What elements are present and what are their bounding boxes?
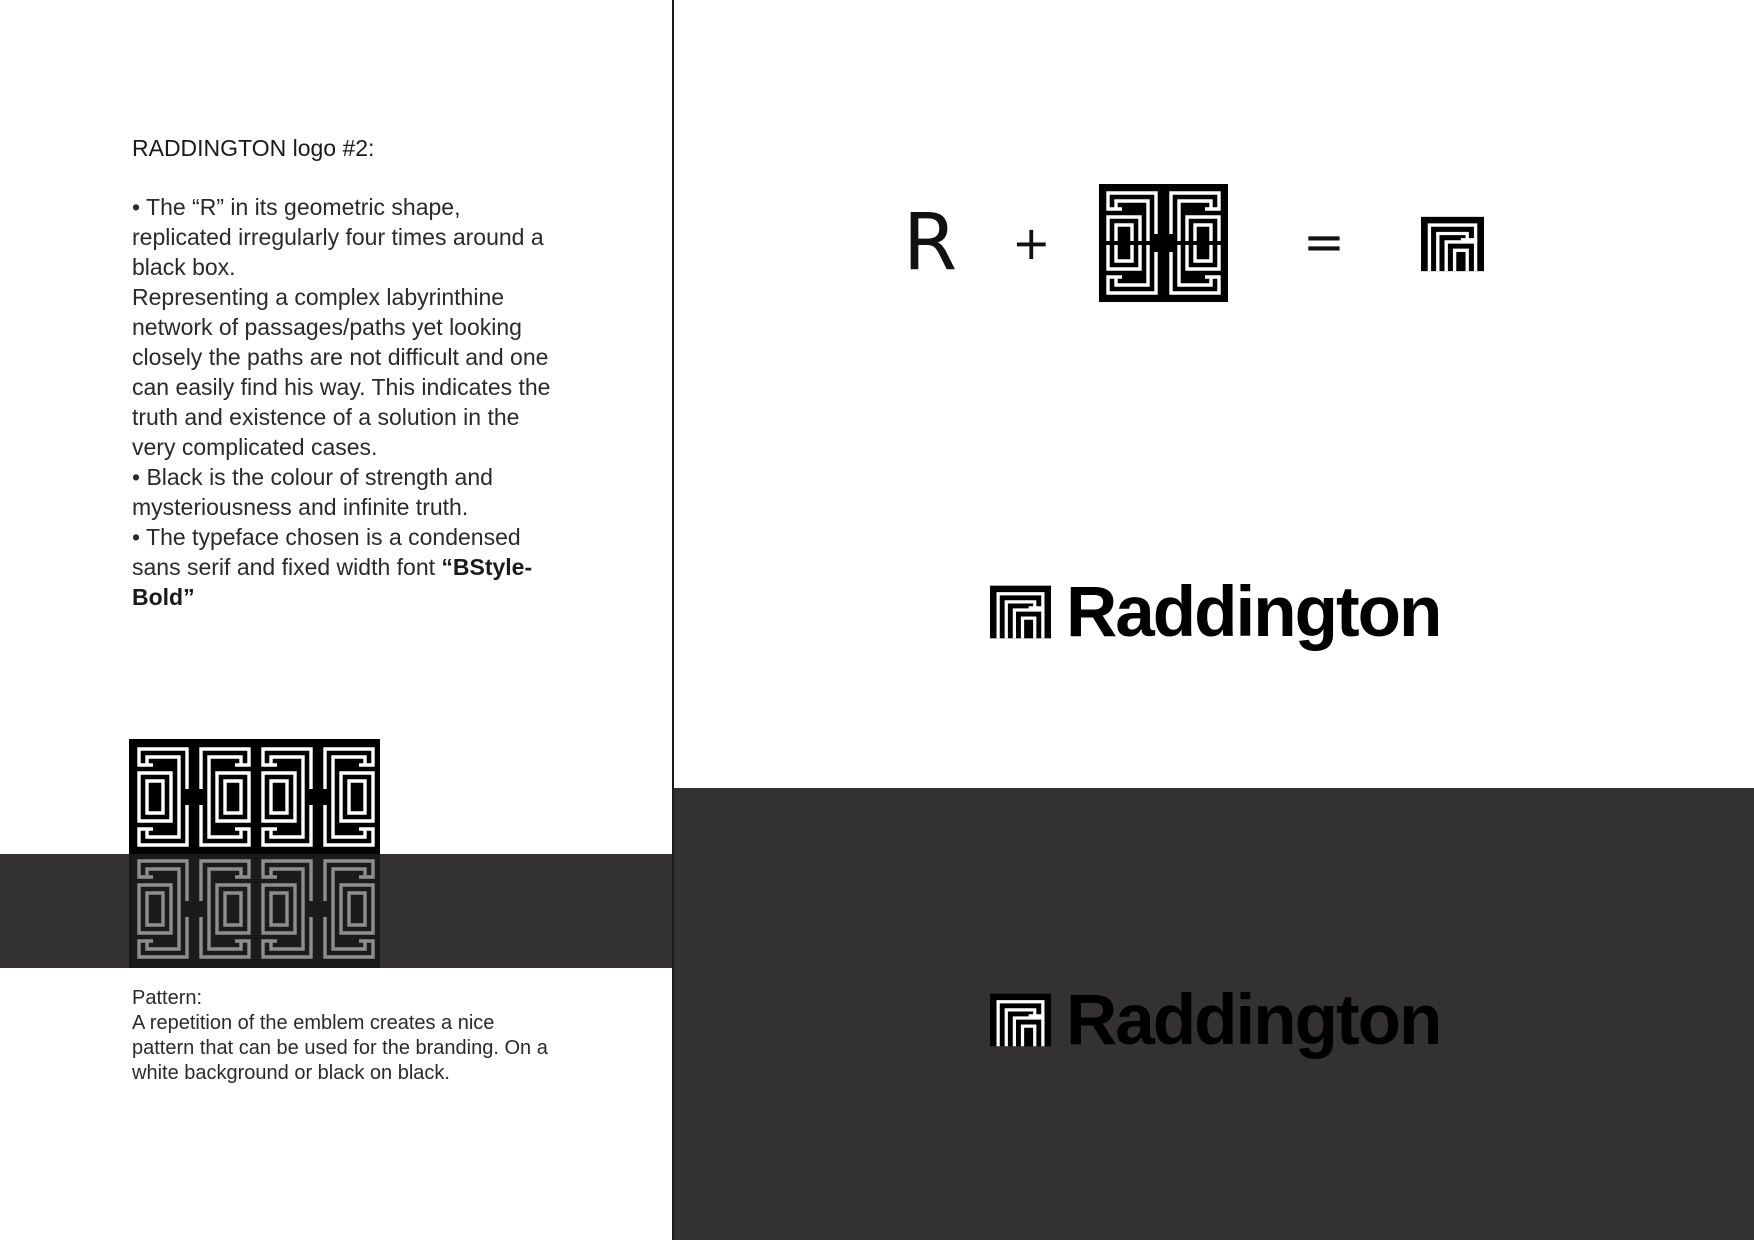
typeface-intro: • The typeface chosen is a condensed sans serif and fixed width font <box>132 524 521 580</box>
emblem-pattern <box>129 739 380 968</box>
typeface-name: “BStyle-Bold” <box>132 554 533 610</box>
logo-description <box>132 133 562 612</box>
wordmark: Raddington <box>1066 981 1441 1060</box>
pattern-caption <box>132 986 552 1086</box>
wordmark: Raddington <box>1066 573 1441 652</box>
description-body <box>132 192 562 612</box>
r-emblem-icon <box>990 993 1051 1047</box>
pattern-caption-title: Pattern: <box>132 987 203 1009</box>
pattern-dark-overlay <box>129 854 380 968</box>
pattern-caption-text: A repetition of the emblem creates a nice pattern that can be used for the branding. On a white background or black on black. <box>132 1012 548 1084</box>
description-title: RADDINGTON logo #2: <box>132 135 375 161</box>
description-paragraph-colour: • Black is the colour of strength and mysteriousness and infinite truth. <box>132 464 493 520</box>
r-emblem-icon <box>990 585 1051 639</box>
equation-letter-r: R <box>903 198 958 288</box>
description-paragraph-shape: • The “R” in its geometric shape, replicated irregularly four times around a black box. <box>132 194 544 280</box>
maze-emblem-icon <box>1099 184 1228 302</box>
equation-equals-sign: = <box>1303 213 1345 271</box>
equation-plus-sign: + <box>1012 216 1051 270</box>
description-paragraph-labyrinth: Representing a complex labyrinthine network of passages/paths yet looking closely the paths are not difficult and one can easily find his way. This indicates the truth and existence of a solution in the very complicated cases. <box>132 284 551 460</box>
r-emblem-icon <box>1421 216 1484 272</box>
description-paragraph-typeface <box>132 522 562 612</box>
